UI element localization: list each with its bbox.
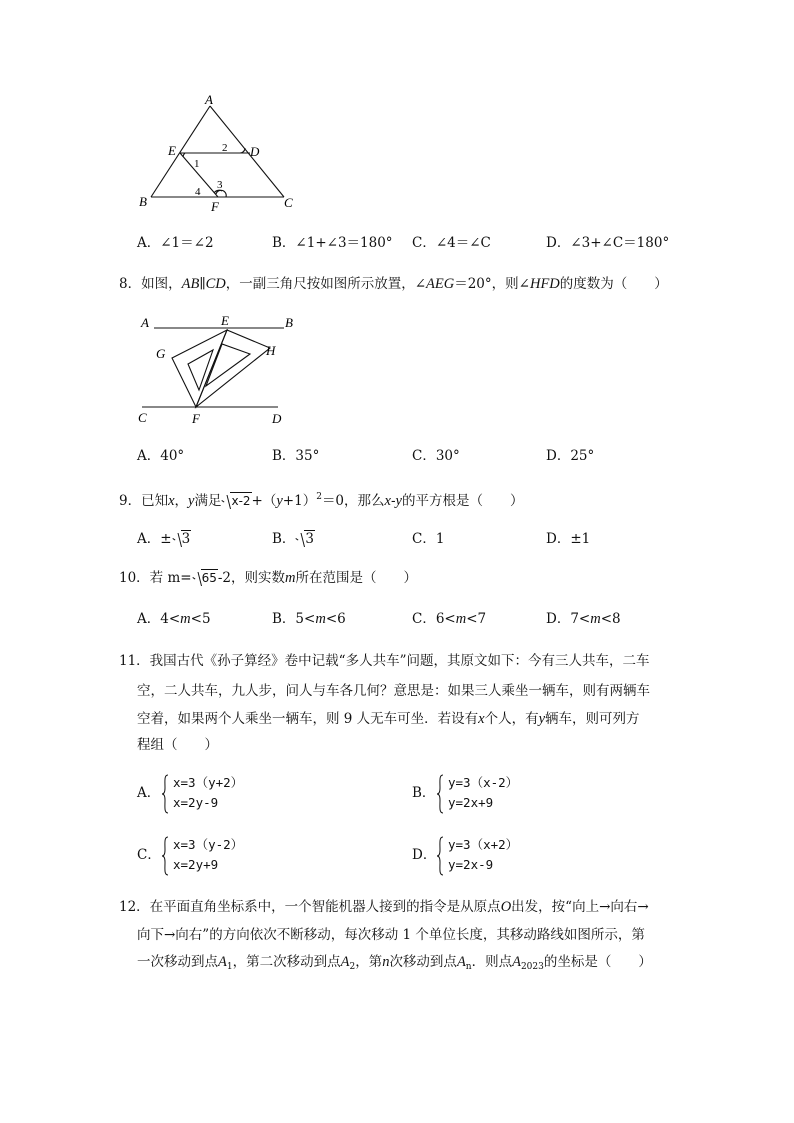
q9-var-y: y [188, 493, 195, 509]
q8-label-a: A [141, 315, 149, 330]
label-angle-2: 2 [222, 142, 228, 154]
label-c: C [284, 195, 293, 210]
q10-option-c[interactable] [412, 609, 486, 629]
q9-var-y3: y [395, 493, 402, 509]
q10-option-b[interactable] [272, 609, 346, 629]
q11-option-a-label[interactable]: A． [137, 785, 161, 801]
angle-arc-1 [183, 153, 185, 157]
q9-option-a[interactable] [137, 529, 191, 549]
q9-option-d[interactable]: D．±1 [546, 531, 591, 547]
q8-label-h: H [266, 343, 276, 358]
q11-option-d-system[interactable] [436, 836, 546, 876]
q9-option-b-radical [296, 529, 315, 549]
q12-line-3 [137, 952, 652, 977]
q10-option-c-var: m [455, 611, 467, 627]
q12-sub-n: n [465, 962, 472, 972]
q10-option-b-var: m [315, 611, 326, 627]
q8-label-c: C [138, 410, 147, 425]
q10-option-d-post: <8 [600, 611, 621, 627]
q11-option-a-eq2: x=2y-9 [173, 795, 219, 810]
q10-var-m: m [285, 570, 296, 586]
q12-var-a2: A [340, 954, 350, 970]
q12-line-2: 向下→向右”的方向依次不断移动，每次移动 1 个单位长度，其移动路线如图所示，第 [137, 927, 645, 943]
q12-sub-2023: 2023 [520, 962, 544, 972]
q9-var-x2: x [384, 493, 391, 509]
q8-stem [119, 274, 668, 294]
q10-option-d-pre: D．7< [546, 611, 591, 627]
q11-line-3 [137, 709, 640, 729]
q9-radical [222, 491, 251, 511]
q11-option-c-eq1: x=3（y-2） [173, 837, 244, 852]
q10-option-c-pre: C．6< [412, 611, 456, 627]
q11-option-c-system[interactable] [161, 836, 271, 876]
brace-icon [161, 836, 169, 876]
q8-option-c[interactable]: C．30° [412, 448, 460, 464]
q9-var-y2: y [276, 493, 283, 509]
q10-option-a-pre: A．4< [137, 611, 181, 627]
q10-option-c-post: <7 [466, 611, 487, 627]
q10-radical [193, 568, 218, 588]
q9-text-plus: +（ [251, 493, 277, 509]
brace-icon [161, 774, 169, 814]
q11-option-b-eq1: y=3（x-2） [448, 775, 519, 790]
q12-line-3-c: ，第 [355, 954, 383, 970]
q11-option-a-eq1: x=3（y+2） [173, 775, 244, 790]
q8-option-a[interactable]: A．40° [137, 448, 185, 464]
q10-option-d[interactable] [546, 609, 621, 629]
q11-line-3-b: 个人，有 [484, 711, 539, 727]
q12-var-an: A [456, 954, 466, 970]
q11-option-d-label[interactable]: D． [412, 847, 437, 863]
q8-label-d: D [272, 411, 282, 426]
q11-option-d-eq1: y=3（x+2） [448, 837, 519, 852]
q11-var-x: x [478, 711, 485, 727]
q12-line-1-a: 12．在平面直角坐标系中，一个智能机器人接到的指令是从原点 [119, 899, 501, 915]
q12-line-3-d: 次移动到点 [389, 954, 457, 970]
q10-option-b-post: <6 [325, 611, 346, 627]
q11-line-2: 空，二人共车，九人步，问人与车各几何？意思是：如果三人乘坐一辆车，则有两辆车 [137, 683, 650, 699]
label-b: B [139, 194, 147, 209]
q11-option-b-eq2: y=2x+9 [448, 795, 494, 810]
q8-label-f: F [192, 411, 200, 426]
q12-line-3-e: ．则点 [471, 954, 513, 970]
q8-text-prefix: 8．如图， [119, 276, 182, 292]
q10-radicand: 65 [201, 571, 217, 585]
q9-text-suffix: 的平方根是（ ） [401, 493, 524, 509]
label-angle-1: 1 [194, 158, 200, 170]
q11-var-y: y [538, 711, 546, 727]
q12-sub-2: 2 [349, 962, 356, 972]
q10-text-after: -2，则实数 [217, 570, 286, 586]
label-angle-4: 4 [195, 186, 201, 198]
q12-line-3-a: 一次移动到点 [137, 954, 218, 970]
q9-comma: ， [174, 493, 189, 509]
q12-var-a1: A [218, 954, 227, 970]
q11-line-3-c: 辆车，则可列方 [545, 711, 640, 727]
q8-option-b[interactable]: B．35° [272, 448, 320, 464]
q10-text-prefix: 10．若 m= [119, 570, 192, 586]
q8-var-ab: AB [181, 276, 200, 292]
q12-line-1-b: 出发，按“向上→向右→ [511, 899, 649, 915]
q7-option-c[interactable]: C．∠4＝∠C [412, 235, 491, 251]
q8-text-mid: ，一副三角尺按如图所示放置，∠ [225, 276, 427, 292]
q12-sub-1: 1 [226, 962, 233, 972]
q9-text-satisfy: 满足 [194, 493, 222, 509]
q10-stem [119, 568, 417, 588]
q11-option-c-eq2: x=2y+9 [173, 857, 219, 872]
label-a: A [205, 92, 213, 107]
q11-option-d-eq2: y=2x-9 [448, 857, 494, 872]
triangle-figure-q7 [130, 90, 310, 215]
set-square-figure-q8 [132, 308, 307, 430]
label-angle-3: 3 [217, 179, 223, 191]
q9-text-plus1: +1） [282, 493, 317, 509]
set-square-left [172, 330, 227, 407]
q9-option-b-label: B． [272, 531, 296, 547]
q11-line-3-a: 空着，如果两个人乘坐一辆车，则 9 人无车可坐．若设有 [137, 711, 479, 727]
q9-option-a-label: A．± [137, 531, 172, 547]
q11-option-b-system[interactable] [436, 774, 546, 814]
q12-line-3-b: ，第二次移动到点 [232, 954, 341, 970]
q8-parallel: ∥ [199, 276, 206, 292]
q10-text-suffix: 所在范围是（ ） [295, 570, 418, 586]
q10-option-a-post: <5 [190, 611, 211, 627]
q9-option-b-radicand: 3 [305, 531, 315, 547]
q8-label-b: B [285, 315, 293, 330]
brace-icon [436, 774, 444, 814]
q8-var-cd: CD [205, 276, 226, 292]
q10-option-d-var: m [590, 611, 601, 627]
label-e: E [168, 143, 176, 158]
q9-stem [119, 487, 523, 511]
q10-option-b-pre: B．5< [272, 611, 316, 627]
q7-option-d[interactable]: D．∠3+∠C＝180° [546, 235, 670, 251]
q9-radicand: x-2 [231, 494, 251, 508]
q9-text-prefix: 9．已知 [119, 493, 169, 509]
q12-line-3-f: 的坐标是（ ） [543, 954, 652, 970]
q9-option-b[interactable] [272, 529, 315, 549]
q9-option-a-radical [173, 529, 192, 549]
q8-text-mid2: ＝20°，则∠ [454, 276, 530, 292]
q7-option-b[interactable]: B．∠1+∠3＝180° [272, 235, 393, 251]
q9-var-x: x [168, 493, 175, 509]
q12-var-a2023: A [512, 954, 521, 970]
q9-exponent: 2 [316, 492, 322, 502]
q11-option-b-label[interactable]: B． [412, 785, 436, 801]
q10-option-a[interactable] [137, 609, 211, 629]
q9-text-eq0: ＝0，那么 [321, 493, 385, 509]
q9-option-c[interactable]: C．1 [412, 531, 445, 547]
q8-label-e: E [221, 313, 229, 328]
brace-icon [436, 836, 444, 876]
label-d: D [250, 144, 260, 159]
q10-option-a-var: m [180, 611, 191, 627]
q8-option-d[interactable]: D．25° [546, 448, 595, 464]
segment-ab [151, 106, 210, 197]
q9-option-a-radicand: 3 [181, 531, 191, 547]
q8-var-aeg: AEG [426, 276, 455, 292]
q11-option-c-label[interactable]: C． [137, 847, 161, 863]
q8-label-g: G [156, 346, 166, 361]
q12-var-n: n [382, 954, 390, 970]
q11-line-4: 程组（ ） [137, 737, 218, 753]
q8-text-suffix: 的度数为（ ） [559, 276, 668, 292]
q7-option-a[interactable]: A．∠1＝∠2 [137, 235, 214, 251]
q12-var-o: O [500, 899, 512, 915]
q8-var-hfd: HFD [529, 276, 560, 292]
label-f: F [211, 199, 219, 214]
q11-line-1: 11．我国古代《孙子算经》卷中记载“多人共车”问题，其原文如下：今有三人共车，二车 [119, 653, 650, 669]
q9-minus: - [390, 493, 396, 509]
q11-option-a-system[interactable] [161, 774, 271, 814]
q12-line-1 [119, 897, 649, 917]
